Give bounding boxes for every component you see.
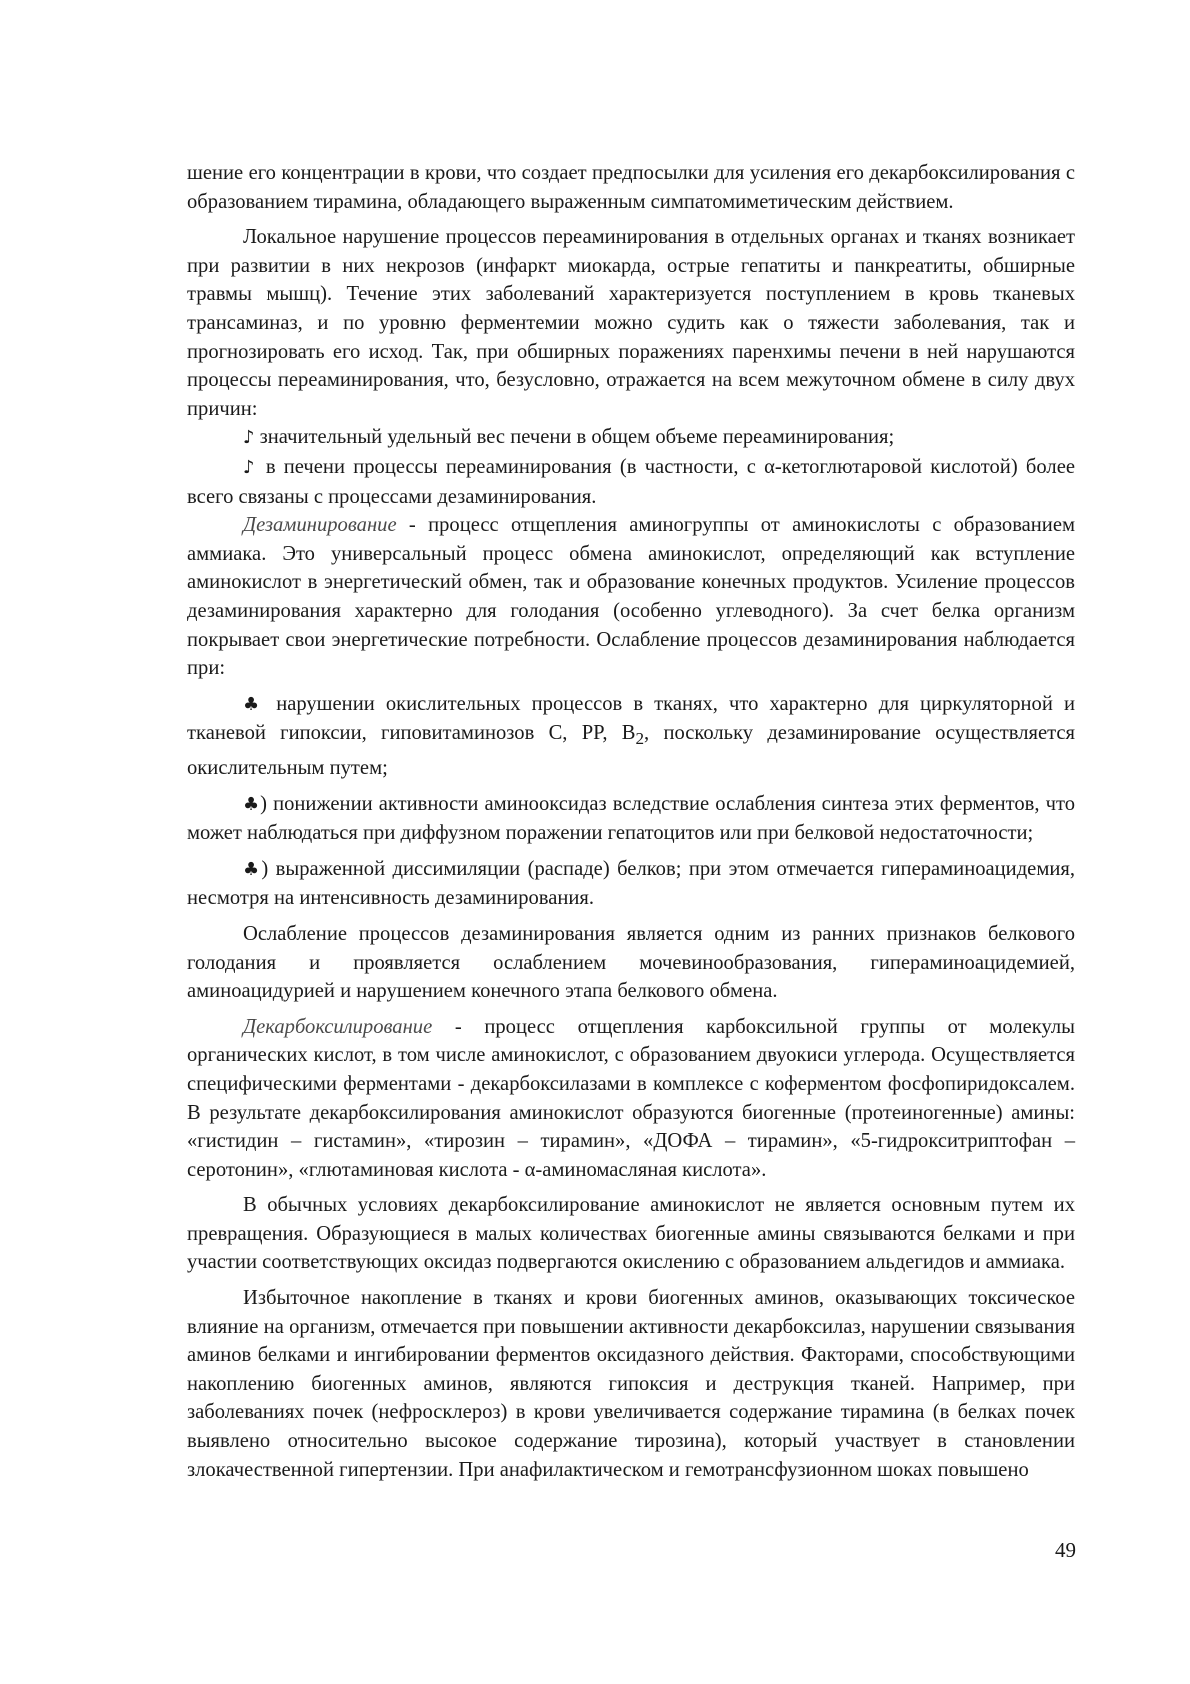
list-item-text: , поскольку дезаминирование осуществляется окислительным путем; — [187, 722, 1076, 779]
club-bullet-icon: ♣ — [243, 793, 261, 815]
note-bullet-icon: ♪ — [243, 456, 258, 478]
list-item-text: в печени процессы переаминирования (в частности, с α-кетоглютаровой кислотой) более всего связаны с процессами дезаминирования. — [187, 455, 1075, 508]
body-text — [187, 159, 1075, 1484]
list-item — [187, 690, 1075, 783]
club-bullet-icon: ♣ — [243, 858, 262, 880]
paragraph: Ослабление процессов дезаминирования является одним из ранних признаков белкового голодания и проявляется ослаблением мочевинообразования, гипераминоацидемией, аминоацидурией и нарушением конечного этапа белкового обмена. — [187, 922, 1075, 1003]
paragraph: шение его концентрации в крови, что создает предпосылки для усиления его декарбоксилирования с образованием тирамина, обладающего выраженным симпатомиметическим действием. — [187, 162, 1075, 213]
page-number: 49 — [1055, 1538, 1076, 1562]
term-heading: Декарбоксилирование — [243, 1015, 433, 1038]
paragraph: Избыточное накопление в тканях и крови биогенных аминов, оказывающих токсическое влияние на организм, отмечается при повышении активности декарбоксилаз, нарушении связывания аминов белками и ингибировании ферментов оксидазного действия. Факторами, способствующими накоплению биогенных аминов, являются гипоксия и деструкция тканей. Например, при заболеваниях почек (нефросклероз) в крови увеличивается содержание тирамина (в белках почек выявлено относительно высокое содержание тирозина), который участвует в становлении злокачественной гипертензии. При анафилактическом и гемотрансфузионном шоках повышено — [187, 1287, 1075, 1481]
paragraph — [187, 1013, 1075, 1185]
list-item — [187, 790, 1075, 848]
list-item — [187, 453, 1075, 511]
subscript: 2 — [635, 729, 645, 749]
list-item-text: нарушении окислительных процессов в тканях, что характерно для циркуляторной и тканевой гипоксии, гиповитаминозов С, PP, B — [187, 692, 1075, 745]
term-heading: Дезаминирование — [243, 514, 397, 537]
list-item — [187, 423, 1075, 453]
club-bullet-icon: ♣ — [243, 693, 266, 715]
paragraph: Локальное нарушение процессов переаминирования в отдельных органах и тканях возникает при развитии в них некрозов (инфаркт миокарда, острые гепатиты и панкреатиты, обширные травмы мышц). Течение этих заболеваний характеризуется поступлением в кровь тканевых трансаминаз, и по уровню ферментемии можно судить как о тяжести заболевания, так и прогнозировать его исход. Так, при обширных поражениях паренхимы печени в ней нарушаются процессы переаминирования, что, безусловно, отражается на всем межуточном обмене в силу двух причин: — [187, 226, 1075, 420]
paragraph — [187, 511, 1075, 683]
list-item — [187, 855, 1075, 913]
list-item-text: ) понижении активности аминооксидаз вследствие ослабления синтеза этих ферментов, что может наблюдаться при диффузном поражении гепатоцитов или при белковой недостаточности; — [187, 792, 1075, 845]
paragraph: В обычных условиях декарбоксилирование аминокислот не является основным путем их превращения. Образующиеся в малых количествах биогенные амины связываются белками и при участии соответствующих оксидаз подвергаются окислению с образованием альдегидов и аммиака. — [187, 1194, 1075, 1274]
paragraph-text: - процесс отщепления карбоксильной группы от молекулы органических кислот, в том числе аминокислот, с образованием двуокиси углерода. Осуществляется специфическими ферментами - декарбоксилазами в комплексе с коферментом фосфопиридоксалем. В результате декарбоксилирования аминокислот образуются биогенные (протеиногенные) амины: «гистидин – гистамин», «тирозин – тирамин», «ДОФА – тирамин», «5-гидрокситриптофан – серотонин», «глютаминовая кислота - α-аминомасляная кислота». — [187, 1015, 1075, 1181]
note-bullet-icon: ♪ — [243, 427, 255, 449]
list-item-text: значительный удельный вес печени в общем объеме переаминирования; — [254, 426, 895, 449]
list-item-text: ) выраженной диссимиляции (распаде) белков; при этом отмечается гипераминоацидемия, несмотря на интенсивность дезаминирования. — [187, 857, 1075, 910]
paragraph-text: - процесс отщепления аминогруппы от аминокислоты с образованием аммиака. Это универсальный процесс обмена аминокислот, определяющий как вступление аминокислот в энергетический обмен, так и образование конечных продуктов. Усиление процессов дезаминирования характерно для голодания (особенно углеводного). За счет белка организм покрывает свои энергетические потребности. Ослабление процессов дезаминирования наблюдается при: — [187, 514, 1075, 680]
